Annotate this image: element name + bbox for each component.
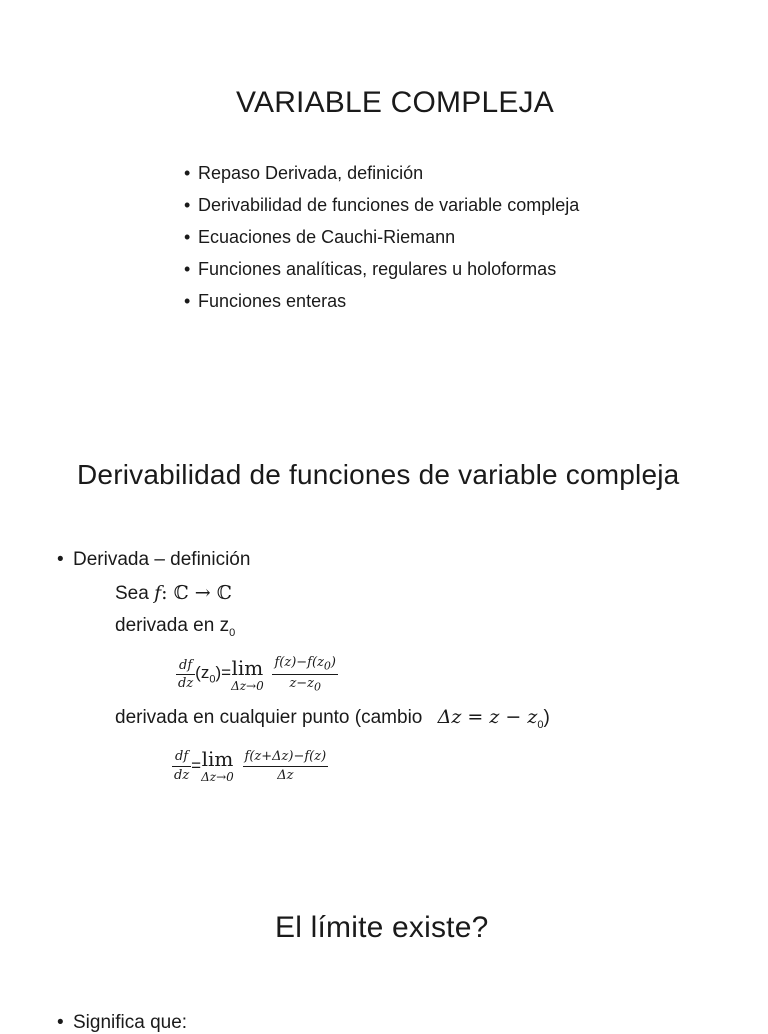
list-item (184, 189, 579, 221)
dz-denominator: dz (178, 676, 194, 692)
derivada-en-subscript: 0 (229, 626, 236, 639)
arg-close: )= (215, 663, 232, 683)
formula-1-argument (195, 663, 231, 685)
slide-1-title: VARIABLE COMPLEJA (236, 86, 554, 119)
arg-subscript: 0 (209, 673, 216, 686)
cualquier-punto-label: derivada en cualquier punto (cambio (115, 707, 423, 728)
slide-1-bullet-list (184, 157, 579, 317)
df-numerator: df (172, 750, 191, 767)
df-dz-fraction (176, 659, 195, 691)
slide-3-title: El límite existe? (275, 911, 489, 944)
lim-word: lim (201, 747, 234, 771)
num-subscript: 0 (323, 659, 331, 673)
derivada-en-line (115, 615, 235, 639)
df-dz-fraction (172, 750, 191, 782)
cualquier-punto-line (115, 706, 550, 731)
list-item (184, 285, 579, 317)
list-item-label: Ecuaciones de Cauchi-Riemann (198, 227, 456, 247)
sea-mapping: : ℂ → ℂ (161, 582, 232, 604)
sea-prefix: Sea (115, 583, 149, 604)
difference-quotient (243, 750, 329, 782)
list-item-label: Repaso Derivada, definición (198, 163, 424, 183)
cambio-close: ) (543, 707, 550, 728)
den-subscript: 0 (314, 680, 322, 694)
slide-3-bullet-label: Significa que: (73, 1012, 188, 1033)
equals-sign: = (191, 756, 202, 775)
list-item (184, 221, 579, 253)
derivative-formula-general (172, 749, 328, 783)
bullet-icon: • (57, 549, 64, 570)
difference-denominator (272, 675, 338, 693)
limit-operator (231, 655, 264, 693)
derivative-formula-point (176, 656, 338, 693)
list-item-label: Derivabilidad de funciones de variable compleja (198, 195, 580, 215)
lim-subscript: Δz→0 (201, 770, 234, 784)
bullet-icon: • (184, 259, 191, 279)
dz-denominator: dz (174, 767, 190, 783)
lim-word: lim (231, 655, 264, 680)
limit-operator (201, 749, 234, 783)
bullet-icon: • (184, 163, 191, 183)
list-item-label: Funciones analíticas, regulares u holoformas (198, 259, 557, 279)
cambio-expression: Δz = z − z (437, 706, 538, 728)
sea-line (115, 582, 232, 605)
difference-denominator: Δz (277, 767, 294, 783)
bullet-icon: • (184, 227, 191, 247)
bullet-icon: • (57, 1012, 64, 1033)
df-numerator: df (176, 659, 195, 676)
list-item (184, 157, 579, 189)
slide-2-bullet-label: Derivada – definición (73, 549, 251, 570)
slide-3-bullet (57, 1012, 187, 1034)
bullet-icon: • (184, 291, 191, 311)
lim-subscript: Δz→0 (231, 678, 264, 693)
difference-quotient (272, 656, 338, 693)
sea-function-symbol: f (154, 582, 162, 604)
derivada-en-label: derivada en z (115, 615, 230, 636)
num-text: f(z)−f(z (274, 655, 324, 670)
den-text: z−z (289, 676, 315, 692)
list-item (184, 253, 579, 285)
num-close: ) (330, 655, 336, 670)
cambio-subscript: 0 (537, 718, 544, 731)
arg-open: (z (195, 663, 210, 683)
list-item-label: Funciones enteras (198, 291, 347, 311)
difference-numerator: f(z+Δz)−f(z) (243, 750, 329, 767)
bullet-icon: • (184, 195, 191, 215)
slide-2-title: Derivabilidad de funciones de variable compleja (77, 459, 680, 490)
slide-2-bullet (57, 549, 250, 571)
difference-numerator (272, 656, 338, 675)
